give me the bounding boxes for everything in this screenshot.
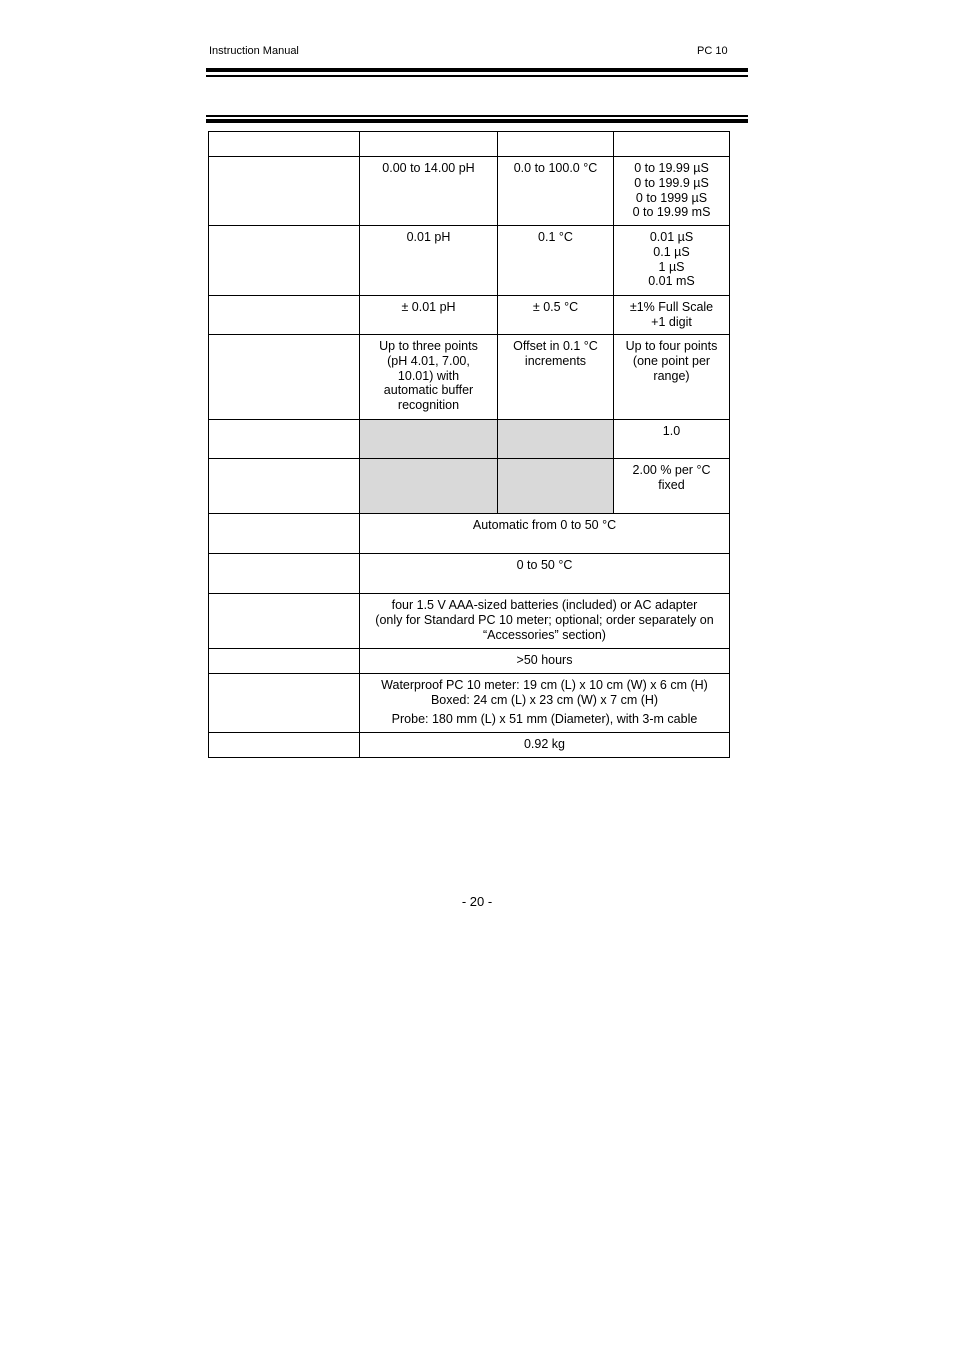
row-label: [209, 296, 360, 335]
row-label: [209, 594, 360, 649]
weight: 0.92 kg: [360, 733, 730, 758]
row-label: [209, 649, 360, 674]
header-rule-thick: [206, 68, 748, 72]
row-label: [209, 554, 360, 594]
ph-column-header: [360, 132, 498, 157]
table-row: [209, 733, 730, 758]
table-row: [209, 554, 730, 594]
temperature-compensation: Automatic from 0 to 50 °C: [360, 514, 730, 554]
row-label: [209, 459, 360, 514]
operating-temperature: 0 to 50 °C: [360, 554, 730, 594]
not-applicable-cell: [498, 420, 614, 459]
not-applicable-cell: [360, 420, 498, 459]
ph-accuracy: ± 0.01 pH: [360, 296, 498, 335]
table-row: [209, 226, 730, 296]
row-label: [209, 335, 360, 420]
row-label: [209, 514, 360, 554]
page-number: - 20 -: [461, 894, 493, 909]
row-label: [209, 132, 360, 157]
temperature-calibration: Offset in 0.1 °C increments: [498, 335, 614, 420]
table-row: [209, 420, 730, 459]
row-label: [209, 157, 360, 226]
temperature-accuracy: ± 0.5 °C: [498, 296, 614, 335]
row-label: [209, 733, 360, 758]
row-label: [209, 226, 360, 296]
conductivity-temperature-coefficient: 2.00 % per °C fixed: [614, 459, 730, 514]
table-row: [209, 296, 730, 335]
row-label: [209, 674, 360, 733]
table-row: [209, 459, 730, 514]
conductivity-cell-constant: 1.0: [614, 420, 730, 459]
conductivity-calibration: Up to four points (one point per range): [614, 335, 730, 420]
header-rule-thin: [206, 75, 748, 77]
ph-calibration: Up to three points (pH 4.01, 7.00, 10.01) with automatic buffer recognition: [360, 335, 498, 420]
dimensions: Waterproof PC 10 meter: 19 cm (L) x 10 cm (W) x 6 cm (H) Boxed: 24 cm (L) x 23 cm (W) x 7 cm (H) Probe: 180 mm (L) x 51 mm (Diameter), with 3-m cable: [360, 674, 730, 733]
conductivity-column-header: [614, 132, 730, 157]
header-model: PC 10: [697, 45, 728, 57]
table-row: [209, 157, 730, 226]
conductivity-accuracy: ±1% Full Scale +1 digit: [614, 296, 730, 335]
not-applicable-cell: [360, 459, 498, 514]
table-row: [209, 594, 730, 649]
table-row: [209, 649, 730, 674]
table-row: [209, 514, 730, 554]
ph-resolution: 0.01 pH: [360, 226, 498, 296]
temperature-column-header: [498, 132, 614, 157]
battery-life: >50 hours: [360, 649, 730, 674]
specifications-table: [208, 131, 730, 758]
conductivity-range: 0 to 19.99 µS 0 to 199.9 µS 0 to 1999 µS 0 to 19.99 mS: [614, 157, 730, 226]
not-applicable-cell: [498, 459, 614, 514]
ph-range: 0.00 to 14.00 pH: [360, 157, 498, 226]
conductivity-resolution: 0.01 µS 0.1 µS 1 µS 0.01 mS: [614, 226, 730, 296]
table-row: [209, 674, 730, 733]
section-rule-thick: [206, 119, 748, 123]
table-row: [209, 335, 730, 420]
row-label: [209, 420, 360, 459]
temperature-range: 0.0 to 100.0 °C: [498, 157, 614, 226]
header-title: Instruction Manual: [209, 45, 299, 57]
section-rule-thin: [206, 115, 748, 117]
table-row: [209, 132, 730, 157]
temperature-resolution: 0.1 °C: [498, 226, 614, 296]
power-supply: four 1.5 V AAA-sized batteries (included) or AC adapter (only for Standard PC 10 meter; optional; order separately on “Accessories” section): [360, 594, 730, 649]
